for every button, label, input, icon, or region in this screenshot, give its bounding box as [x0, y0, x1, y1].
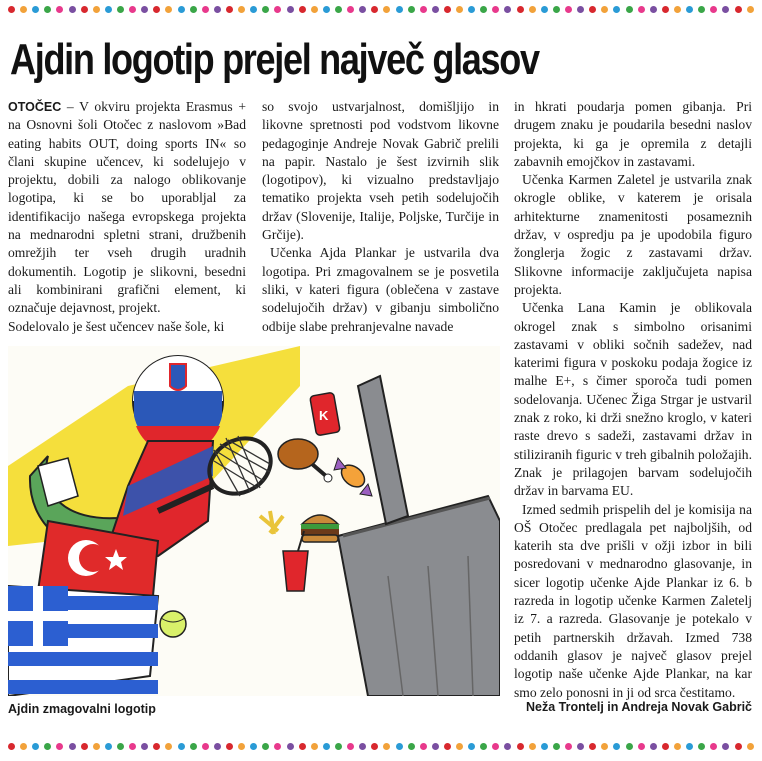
decorative-dot	[250, 743, 257, 750]
decorative-dot	[44, 6, 51, 13]
decorative-dot	[710, 6, 717, 13]
decorative-dot	[117, 743, 124, 750]
bin-lid	[358, 376, 408, 524]
decorative-dot	[81, 743, 88, 750]
decorative-dot	[456, 6, 463, 13]
decorative-dot	[359, 6, 366, 13]
logo-drawing	[8, 346, 500, 696]
decorative-dot	[347, 743, 354, 750]
decorative-dot	[69, 743, 76, 750]
decorative-dot	[626, 743, 633, 750]
author-signature: Neža Trontelj in Andreja Novak Gabrič	[526, 700, 752, 714]
decorative-dot	[105, 6, 112, 13]
decorative-dot	[529, 743, 536, 750]
decorative-dot	[141, 6, 148, 13]
paragraph: so svojo ustvarjalnost, domišljijo in likovne spretnosti pod vodstvom likovne pedagoginje Andreje Novak Gabrič prelili na papir. Nastalo je šest izvirnih slik (logotipov), ki vizualno predstavljajo tematiko projekta vseh petih sodelujočih držav (Slovenije, Italije, Poljske, Turčije in Grčije).	[262, 99, 499, 243]
decorative-dot	[480, 6, 487, 13]
decorative-dot	[722, 743, 729, 750]
decorative-dot	[287, 743, 294, 750]
decorative-dot	[601, 6, 608, 13]
decorative-dot	[165, 6, 172, 13]
decorative-dots-top	[8, 6, 754, 14]
decorative-dot	[492, 743, 499, 750]
decorative-dot	[626, 6, 633, 13]
decorative-dot	[396, 6, 403, 13]
logo-illustration	[8, 346, 500, 696]
decorative-dot	[613, 743, 620, 750]
decorative-dot	[638, 743, 645, 750]
decorative-dot	[44, 743, 51, 750]
decorative-dot	[396, 743, 403, 750]
decorative-dot	[529, 6, 536, 13]
decorative-dot	[335, 6, 342, 13]
decorative-dot	[517, 6, 524, 13]
decorative-dot	[650, 743, 657, 750]
decorative-dot	[662, 743, 669, 750]
decorative-dot	[299, 743, 306, 750]
decorative-dot	[686, 743, 693, 750]
decorative-dot	[262, 743, 269, 750]
decorative-dot	[504, 743, 511, 750]
decorative-dot	[347, 6, 354, 13]
decorative-dot	[274, 6, 281, 13]
decorative-dot	[141, 743, 148, 750]
decorative-dot	[117, 6, 124, 13]
decorative-dot	[444, 6, 451, 13]
decorative-dot	[650, 6, 657, 13]
decorative-dot	[359, 743, 366, 750]
decorative-dot	[747, 6, 754, 13]
trash-bin-icon	[338, 376, 500, 696]
decorative-dot	[214, 6, 221, 13]
decorative-dot	[420, 743, 427, 750]
decorative-dot	[468, 743, 475, 750]
decorative-dot	[190, 743, 197, 750]
decorative-dot	[311, 6, 318, 13]
decorative-dot	[674, 6, 681, 13]
decorative-dot	[274, 743, 281, 750]
paragraph: Učenka Lana Kamin je oblikovala okrogel znak s simbolno orisanimi zastavami v obliki sočnih sadežev, nad katerimi figura v poskoku podaja žogice iz malhe E+, s čimer sporoča tudi pomen sodelovanja. Učenec Žiga Strgar je ustvaril znak z roko, ki drži snežno kroglo, v kateri raste drevo s sadeži, zastavami držav in stiliziranih figuric v treh gibalnih položajih. Znak je prilagojen barvam sodelujočih držav in barvama EU.	[514, 300, 752, 499]
decorative-dot	[589, 6, 596, 13]
decorative-dot	[662, 6, 669, 13]
decorative-dot	[56, 743, 63, 750]
decorative-dot	[323, 743, 330, 750]
decorative-dot	[408, 6, 415, 13]
paragraph: in hkrati poudarja pomen gibanja. Pri drugem znaku je poudarila besedni naslov projekta, ki ga je opremila z detajli zabavnih emojčkov in zastavami.	[514, 99, 752, 169]
decorative-dot	[698, 6, 705, 13]
dateline-location: OTOČEC	[8, 100, 62, 114]
decorative-dot	[335, 743, 342, 750]
decorative-dot	[129, 743, 136, 750]
decorative-dot	[420, 6, 427, 13]
decorative-dot	[32, 743, 39, 750]
slovenia-coat-of-arms-icon	[170, 364, 186, 390]
decorative-dot	[226, 743, 233, 750]
decorative-dot	[480, 743, 487, 750]
decorative-dot	[93, 6, 100, 13]
decorative-dot	[383, 743, 390, 750]
decorative-dot	[323, 6, 330, 13]
decorative-dot	[432, 743, 439, 750]
decorative-dots-bottom	[8, 743, 754, 751]
decorative-dot	[371, 743, 378, 750]
decorative-dot	[214, 743, 221, 750]
decorative-dot	[565, 743, 572, 750]
decorative-dot	[444, 743, 451, 750]
decorative-dot	[686, 6, 693, 13]
decorative-dot	[311, 743, 318, 750]
decorative-dot	[722, 6, 729, 13]
decorative-dot	[202, 743, 209, 750]
chicken-leg-icon	[278, 439, 332, 482]
decorative-dot	[710, 743, 717, 750]
decorative-dot	[432, 6, 439, 13]
decorative-dot	[674, 743, 681, 750]
decorative-dot	[129, 6, 136, 13]
decorative-dot	[226, 6, 233, 13]
decorative-dot	[589, 743, 596, 750]
decorative-dot	[287, 6, 294, 13]
decorative-dot	[408, 743, 415, 750]
decorative-dot	[202, 6, 209, 13]
burger-icon	[301, 515, 339, 542]
decorative-dot	[577, 6, 584, 13]
decorative-dot	[178, 743, 185, 750]
soda-can-icon	[310, 392, 341, 436]
decorative-dot	[238, 6, 245, 13]
decorative-dot	[81, 6, 88, 13]
paragraph: Učenka Ajda Plankar je ustvarila dva logotipa. Pri zmagovalnem se je posvetila sliki, v kateri figura (oblečena v zastave sodelujočih držav) v gibanju simbolično odbije slabe prehranjevalne navade	[262, 245, 499, 334]
decorative-dot	[698, 743, 705, 750]
tennis-ball-icon	[160, 611, 186, 637]
paragraph: Sodelovalo je šest učencev naše šole, ki	[8, 318, 225, 334]
decorative-dot	[601, 743, 608, 750]
decorative-dot	[165, 743, 172, 750]
candy-icon	[334, 458, 372, 496]
decorative-dot	[20, 743, 27, 750]
headline: Ajdin logotip prejel največ glasov	[10, 35, 539, 84]
decorative-dot	[541, 743, 548, 750]
decorative-dot	[383, 6, 390, 13]
decorative-dot	[456, 743, 463, 750]
decorative-dot	[250, 6, 257, 13]
decorative-dot	[20, 6, 27, 13]
decorative-dot	[56, 6, 63, 13]
decorative-dot	[190, 6, 197, 13]
decorative-dot	[735, 6, 742, 13]
decorative-dot	[371, 6, 378, 13]
decorative-dot	[504, 6, 511, 13]
greece-flag-section	[8, 586, 158, 696]
article-column-2	[262, 98, 499, 336]
paragraph-intro: – V okviru projekta Erasmus + na Osnovni šoli Otočec z naslovom »Bad eating habits OUT, doing sports IN« so člani skupine učencev, ki sodelujejo v projektu, dobili za nalogo oblikovanje logotipa, ki se bo uporabljal za identifikacijo našega evropskega projekta na mednarodni spletni strani, družbenih omrežjih ter vseh drugih uradnih dokumentih. Logotip je slikovni, besedni ali kombinirani grafični element, ki označuje dejavnost, projekt.	[8, 99, 246, 316]
decorative-dot	[613, 6, 620, 13]
decorative-dot	[735, 743, 742, 750]
decorative-dot	[69, 6, 76, 13]
paragraph: Učenka Karmen Zaletel je ustvarila znak okrogle oblike, v katerem je orisala arhitekturne znamenitosti posameznih držav, v ospredju pa je upodobila figuro žonglerja žogic z zastavami držav. Slikovne informacije zaključujeta napisa projekta.	[514, 172, 752, 297]
decorative-dot	[492, 6, 499, 13]
figure-caption: Ajdin zmagovalni logotip	[8, 702, 156, 716]
decorative-dot	[8, 743, 15, 750]
decorative-dot	[541, 6, 548, 13]
decorative-dot	[565, 6, 572, 13]
fries-icon	[260, 511, 283, 534]
decorative-dot	[577, 743, 584, 750]
decorative-dot	[8, 6, 15, 13]
article-column-3	[514, 98, 752, 702]
decorative-dot	[517, 743, 524, 750]
decorative-dot	[468, 6, 475, 13]
decorative-dot	[105, 743, 112, 750]
decorative-dot	[262, 6, 269, 13]
paragraph: Izmed sedmih prispelih del je komisija na OŠ Otočec predlagala pet najboljših, od katerih sta dve prišli v ožji izbor in bili posredovani v mednarodno glasovanje, in sicer logotip učenke Ajde Plankar iz 6. b razreda in logotip učenke Karmen Zaletelj iz 7. a razreda. Glasovanje je potekalo v petih partnerskih državah. Izmed 738 oddanih glasov je največ glasov prejel logotip naše učenke Ajde Plankar, na kar smo zelo ponosni in ji od srca čestitamo.	[514, 501, 752, 700]
decorative-dot	[553, 6, 560, 13]
can-label: K	[319, 408, 329, 423]
decorative-dot	[299, 6, 306, 13]
decorative-dot	[178, 6, 185, 13]
decorative-dot	[747, 743, 754, 750]
decorative-dot	[553, 743, 560, 750]
decorative-dot	[638, 6, 645, 13]
decorative-dot	[32, 6, 39, 13]
article-column-1	[8, 98, 246, 336]
decorative-dot	[93, 743, 100, 750]
decorative-dot	[153, 6, 160, 13]
decorative-dot	[153, 743, 160, 750]
decorative-dot	[238, 743, 245, 750]
